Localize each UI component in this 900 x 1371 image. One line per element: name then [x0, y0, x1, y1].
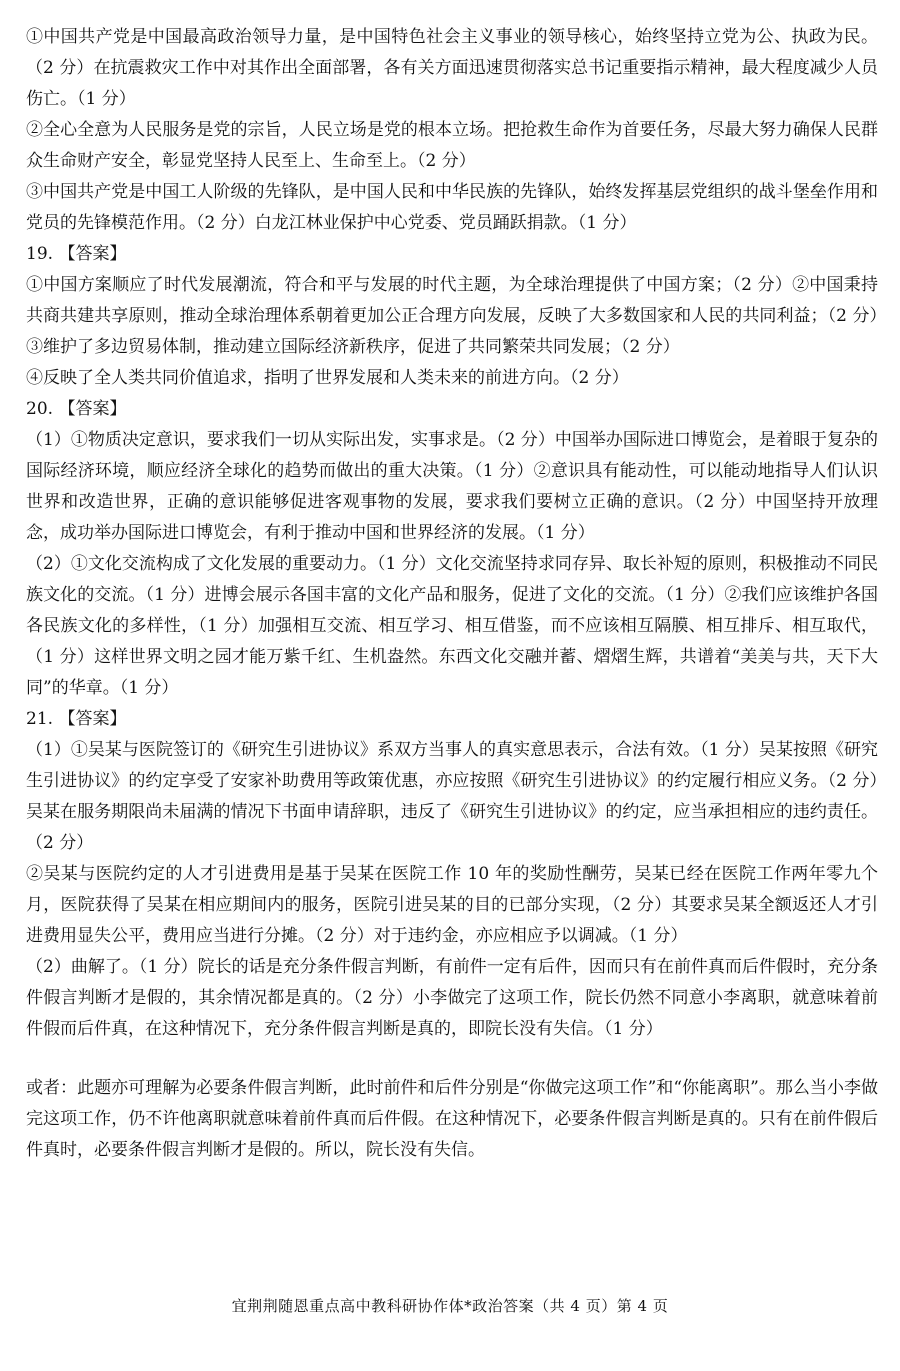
q21-heading: 21. 【答案】	[26, 709, 127, 729]
q18-point-3: ③中国共产党是中国工人阶级的先锋队，是中国人民和中华民族的先锋队，始终发挥基层党组织的战斗堡垒作用和党员的先锋模范作用。（2 分）白龙江林业保护中心党委、党员踊跃捐款。（1 分）	[26, 182, 878, 233]
q21-part-2: （2）曲解了。（1 分）院长的话是充分条件假言判断，有前件一定有后件，因而只有在前件真而后件假时，充分条件假言判断才是假的，其余情况都是真的。（2 分）小李做完了这项工作，院长仍然不同意小李离职，就意味着前件假而后件真，在这种情况下，充分条件假言判断是真的，即院长没有失信。（1 分）	[26, 957, 878, 1039]
page-footer: 宜荆荆随恩重点高中教科研协作体*政治答案（共 4 页）第 4 页	[231, 1297, 669, 1315]
q20-heading: 20. 【答案】	[26, 399, 127, 419]
q18-point-1: ①中国共产党是中国最高政治领导力量，是中国特色社会主义事业的领导核心，始终坚持立党为公、执政为民。（2 分）在抗震救灾工作中对其作出全面部署，各有关方面迅速贯彻落实总书记重要指示精神，最大程度减少人员伤亡。（1 分）	[26, 27, 878, 109]
q19-heading: 19. 【答案】	[26, 244, 127, 264]
q20-part-1: （1）①物质决定意识，要求我们一切从实际出发，实事求是。（2 分）中国举办国际进口博览会，是着眼于复杂的国际经济环境，顺应经济全球化的趋势而做出的重大决策。（1 分）②意识具有能动性，可以能动地指导人们认识世界和改造世界，正确的意识能够促进客观事物的发展，要求我们要树立正确的意识。（2 分）中国坚持开放理念，成功举办国际进口博览会，有利于推动中国和世界经济的发展。（1 分）	[26, 430, 878, 543]
q21-part-1-point-1: （1）①吴某与医院签订的《研究生引进协议》系双方当事人的真实意思表示，合法有效。（1 分）吴某按照《研究生引进协议》的约定享受了安家补助费用等政策优惠，亦应按照《研究生引进协议》的约定履行相应义务。（2 分）吴某在服务期限尚未届满的情况下书面申请辞职，违反了《研究生引进协议》的约定，应当承担相应的违约责任。（2 分）	[26, 740, 878, 853]
spacer	[26, 1045, 878, 1073]
q21-part-1-point-2: ②吴某与医院约定的人才引进费用是基于吴某在医院工作 10 年的奖励性酬劳，吴某已经在医院工作两年零九个月，医院获得了吴某在相应期间内的服务，医院引进吴某的目的已部分实现，（2 分）其要求吴某全额返还人才引进费用显失公平，费用应当进行分摊。（2 分）对于违约金，亦应相应予以调减。（1 分）	[26, 864, 878, 946]
q18-point-2: ②全心全意为人民服务是党的宗旨，人民立场是党的根本立场。把抢救生命作为首要任务，尽最大努力确保人民群众生命财产安全，彰显党坚持人民至上、生命至上。（2 分）	[26, 120, 878, 171]
q20-part-2: （2）①文化交流构成了文化发展的重要动力。（1 分）文化交流坚持求同存异、取长补短的原则，积极推动不同民族文化的交流。（1 分）进博会展示各国丰富的文化产品和服务，促进了文化的交流。（1 分）②我们应该维护各国各民族文化的多样性，（1 分）加强相互交流、相互学习、相互借鉴，而不应该相互隔膜、相互排斥、相互取代，（1 分）这样世界文明之园才能万紫千红、生机盎然。东西文化交融并蓄、熠熠生辉，共谱着“美美与共，天下大同”的华章。（1 分）	[26, 554, 878, 698]
q19-points-1-3: ①中国方案顺应了时代发展潮流，符合和平与发展的时代主题，为全球治理提供了中国方案；（2 分）②中国秉持共商共建共享原则，推动全球治理体系朝着更加公正合理方向发展，反映了大多数国家和人民的共同利益；（2 分）③维护了多边贸易体制，推动建立国际经济新秩序，促进了共同繁荣共同发展；（2 分）	[26, 275, 878, 357]
q19-point-4: ④反映了全人类共同价值追求，指明了世界发展和人类未来的前进方向。（2 分）	[26, 368, 629, 388]
q21-alternative-answer: 或者：此题亦可理解为必要条件假言判断，此时前件和后件分别是“你做完这项工作”和“你能离职”。那么当小李做完这项工作，仍不许他离职就意味着前件真而后件假。在这种情况下，必要条件假言判断是真的。只有在前件假后件真时，必要条件假言判断才是假的。所以，院长没有失信。	[26, 1078, 878, 1160]
